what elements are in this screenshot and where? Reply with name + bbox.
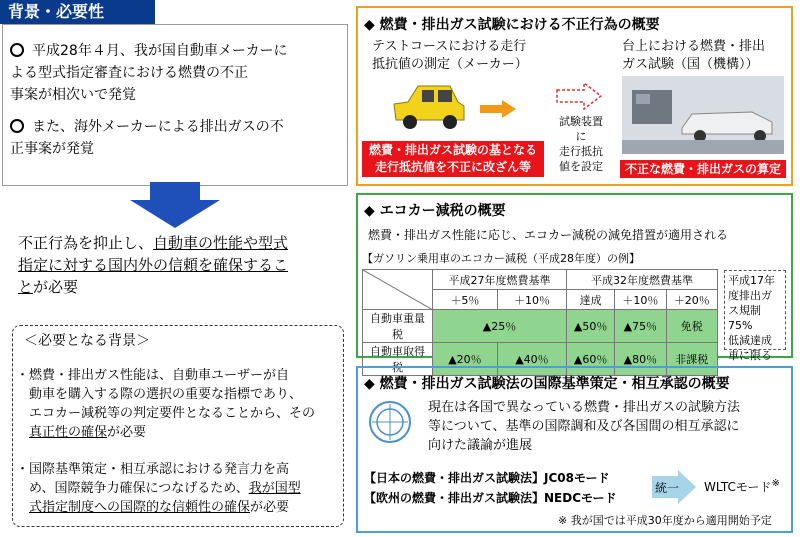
table-cell: ▲20％	[433, 343, 498, 376]
col-header: 達成	[567, 290, 615, 310]
col-header: ＋20％	[666, 290, 717, 310]
emission-note: 平成17年 度排出ガ ス規制75% 低減達成 車に限る	[724, 270, 786, 350]
circle-bullet-icon	[10, 43, 24, 57]
table-cell: ▲40％	[497, 343, 566, 376]
unify-label: 統一	[655, 481, 680, 495]
row-label: 自動車取得税	[363, 343, 433, 376]
needs-heading: ＜必要となる背景＞	[24, 333, 150, 349]
panel2-subtitle: 燃費・排出ガス性能に応じ、エコカー減税の減免措置が適用される	[368, 228, 729, 242]
table-cell: ▲25％	[433, 310, 567, 343]
bullet-2: また、海外メーカーによる排出ガスの不 正事案が発覚	[10, 119, 284, 157]
col-header: ＋10％	[615, 290, 666, 310]
goal-statement: 不正行為を抑止し、自動車の性能や型式 指定に対する国内外の信頼を確保するこ とが必要	[18, 234, 289, 296]
un-emblem-icon	[368, 400, 412, 444]
col-header: ＋10％	[497, 290, 566, 310]
dashed-arrow-icon	[556, 82, 602, 110]
japan-method: 【日本の燃費・排出ガス試験法】JC08モード	[364, 471, 610, 485]
panel1-right-caption: 台上における燃費・排出 ガス試験（国（機構））	[622, 39, 766, 72]
circle-bullet-icon	[10, 119, 24, 133]
footnote: ※ 我が国では平成30年度から適用開始予定	[558, 514, 772, 527]
table-cell: 非課税	[666, 343, 717, 376]
col-header: ＋5％	[433, 290, 498, 310]
group2-header: 平成32年度燃費基準	[567, 270, 718, 290]
table-cell: ▲80％	[615, 343, 666, 376]
table-cell: 免税	[666, 310, 717, 343]
panel1-middle-note: 試験装置に 走行抵抗 値を設定	[559, 115, 603, 173]
panel1-left-caption: テストコースにおける走行 抵抗値の測定（メーカー）	[372, 39, 528, 72]
panel3-title: ◆ 燃費・排出ガス試験法の国際基準策定・相互承認の概要	[364, 376, 730, 392]
panel2-title: ◆ エコカー減税の概要	[364, 203, 506, 219]
dyno-test-image	[622, 76, 784, 154]
table-cell: ▲50％	[567, 310, 615, 343]
test-methods	[364, 468, 617, 508]
ecocar-table	[362, 269, 718, 376]
orange-arrow-icon	[480, 100, 516, 118]
red-label-right: 不正な燃費・排出ガスの算定	[620, 160, 786, 178]
group1-header: 平成27年度燃費基準	[433, 270, 567, 290]
page-title: 背景・必要性	[0, 0, 155, 24]
table-corner	[363, 270, 433, 310]
bullet-1: 平成28年４月、我が国自動車メーカーに よる型式指定審査における燃費の不正 事案が相次いで発覚	[10, 43, 288, 103]
table-cell: ▲60％	[567, 343, 615, 376]
table-caption: 【ガソリン乗用車のエコカー減税（平成28年度）の例】	[362, 252, 640, 265]
table-cell: ▲75％	[615, 310, 666, 343]
europe-method: 【欧州の燃費・排出ガス試験法】NEDCモード	[364, 491, 617, 505]
wltc-mode: WLTCモード※	[704, 478, 780, 494]
row-label: 自動車重量税	[363, 310, 433, 343]
panel1-title: ◆ 燃費・排出ガス試験における不正行為の概要	[364, 17, 660, 33]
needs-item-1: ・燃費・排出ガス性能は、自動車ユーザーが自 動車を購入する際の選択の重要な指標であり、 エコカー減税等の判定要件となることから、その 真正性の確保が必要	[16, 368, 316, 440]
car-icon	[388, 80, 468, 132]
down-arrow-icon	[130, 182, 220, 228]
needs-item-2: ・国際基準策定・相互承認における発言力を高 め、国際競争力確保につなげるため、我が国型 式指定制度への国際的な信頼性の確保が必要	[16, 462, 301, 515]
red-label-left: 燃費・排出ガス試験の基となる 走行抵抗値を不正に改ざん等	[362, 141, 544, 177]
panel3-text: 現在は各国で異なっている燃費・排出ガスの試験方法 等について、基準の国際調和及び各国間の相互承認に 向けた議論が進展	[428, 400, 741, 453]
